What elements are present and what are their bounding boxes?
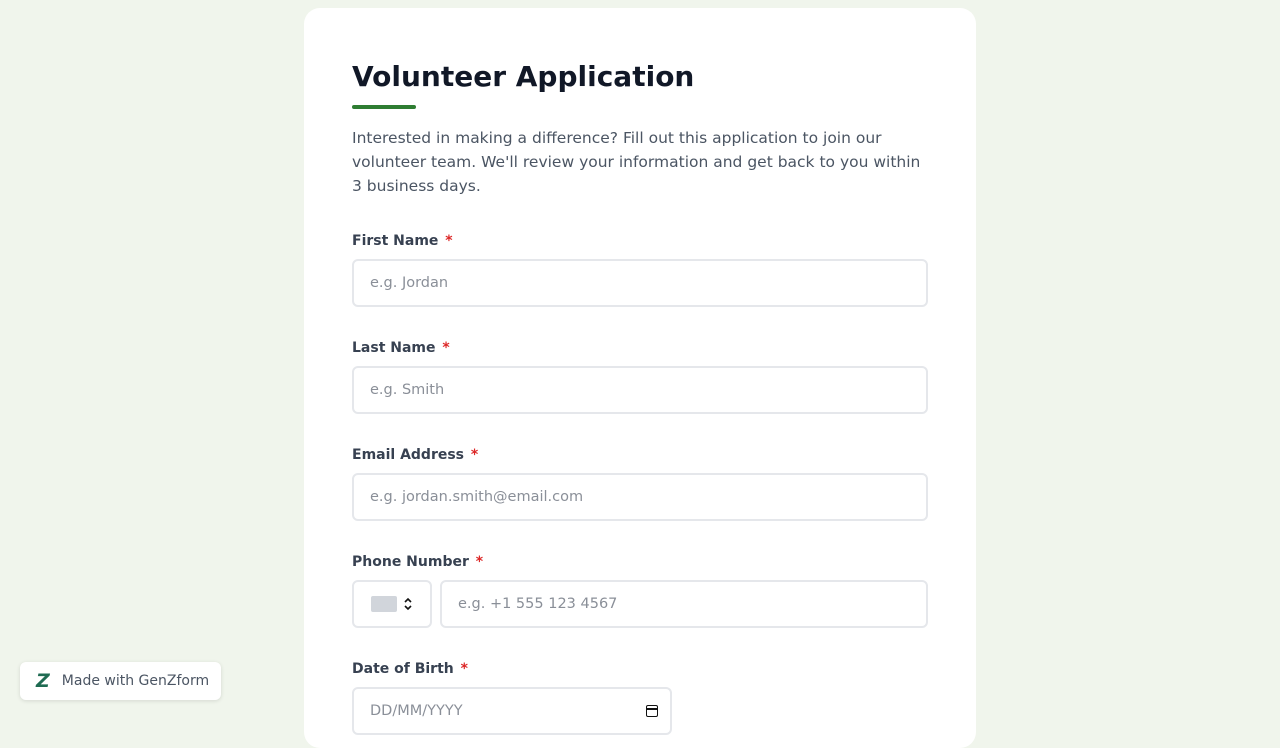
phone-placeholder: e.g. +1 555 123 4567 [458,596,618,612]
dob-input[interactable] [352,687,672,735]
dob-label [352,660,928,678]
email-input[interactable] [352,473,928,521]
required-marker: * [445,233,453,249]
calendar-icon[interactable] [646,705,658,717]
phone-input[interactable] [440,580,928,628]
first-name-label-text: First Name [352,233,439,249]
last-name-label-text: Last Name [352,340,436,356]
title-underline [352,105,416,109]
form-title: Volunteer Application [352,60,695,93]
last-name-input[interactable] [352,366,928,414]
required-marker: * [460,661,468,677]
email-label-text: Email Address [352,447,465,463]
flag-placeholder-icon [371,596,397,612]
email-placeholder: e.g. jordan.smith@email.com [370,489,584,505]
first-name-label [352,232,928,250]
country-code-select[interactable] [352,580,432,628]
last-name-label [352,339,928,357]
dob-label-text: Date of Birth [352,661,454,677]
required-marker: * [470,447,479,463]
phone-field [352,553,928,628]
email-label [352,446,928,464]
chevron-up-down-icon [403,597,413,611]
last-name-placeholder: e.g. Smith [370,382,445,398]
dob-placeholder: DD/MM/YYYY [370,703,463,719]
genzform-logo-icon: Z [36,670,50,692]
required-marker: * [475,554,484,570]
last-name-field [352,339,928,414]
form-description: Interested in making a difference? Fill out this application to join our volunteer team. We'll review your information and get back to you within 3 business days. [352,129,921,195]
dob-field [352,660,928,735]
phone-label [352,553,928,571]
badge-text: Made with GenZform [61,673,210,689]
form-card [304,8,976,748]
required-marker: * [442,340,450,356]
first-name-placeholder: e.g. Jordan [370,275,449,291]
made-with-badge[interactable] [20,662,221,700]
phone-label-text: Phone Number [352,554,469,570]
first-name-field [352,232,928,307]
first-name-input[interactable] [352,259,928,307]
phone-row [352,580,928,628]
email-field [352,446,928,521]
